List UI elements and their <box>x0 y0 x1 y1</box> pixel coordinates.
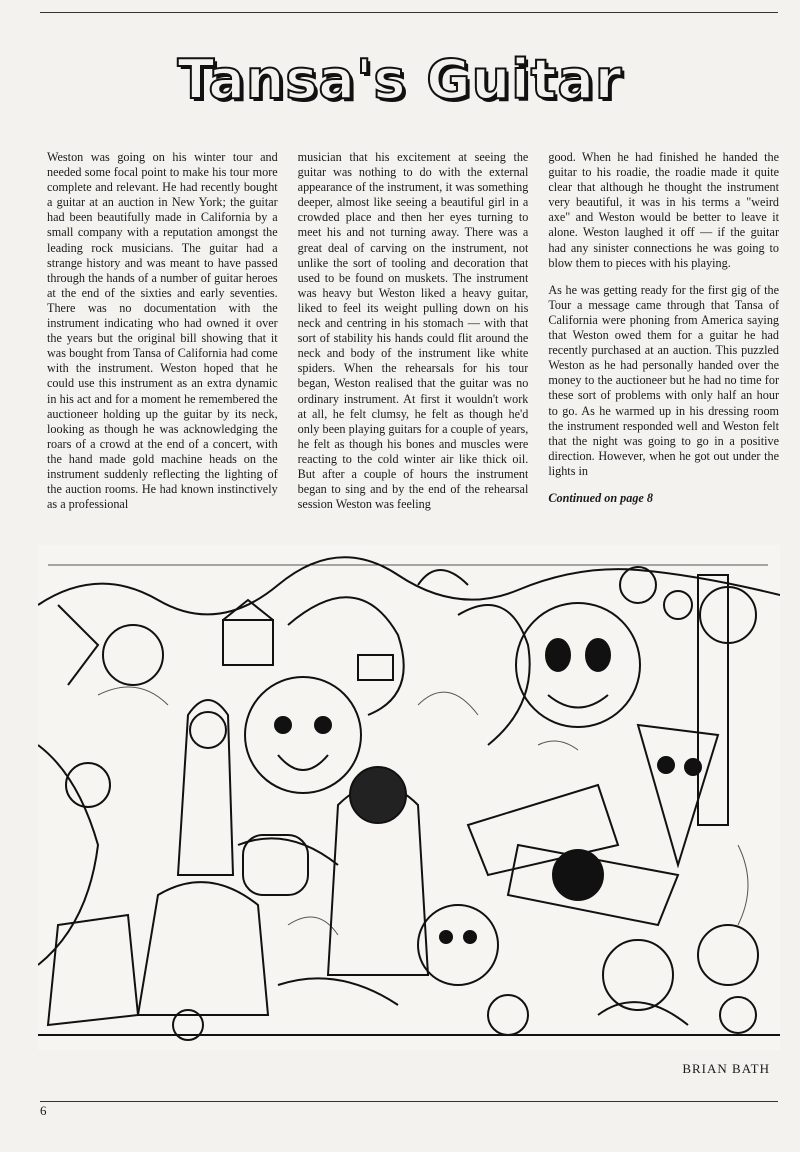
paragraph: good. When he had finished he handed the guitar to his roadie, the roadie made it quite clear that although he thought the instrument very beautiful, it was in his terms a "weird axe" and Weston would be better to leave it alone. Weston laughed it off — if the guitar had any sinister connections he was going to blow them to pieces with his playing. <box>548 150 780 270</box>
page-number: 6 <box>40 1103 47 1118</box>
article-body <box>47 150 779 512</box>
illustration-credit: BRIAN BATH <box>682 1061 770 1076</box>
paragraph: As he was getting ready for the first gig of the Tour a message came through that Tansa of California were phoning from America saying that Weston owed them for a guitar he had recently purchased at an auction. This puzzled Weston as he had personally handed over the money to the auctioneer but he had no time for these sort of problems with only half an hour to go. As he warmed up in his dressing room the instrument responded well and Weston felt that the night was going to go in a positive direction. However, when he got out under the lights in <box>548 282 780 478</box>
text-column-3 <box>548 150 779 512</box>
crowd-drawing-icon <box>38 545 780 1050</box>
bottom-rule <box>40 1101 778 1102</box>
top-rule <box>40 12 778 13</box>
text-column-2 <box>298 150 529 512</box>
continued-note: Continued on page 8 <box>548 490 653 505</box>
paragraph: Weston was going on his winter tour and needed some focal point to make his tour more complete and relevant. He had recently bought a guitar at an auction in New York; the guitar had been beautifully made in California by a small company with a reputation amongst the leading rock musicians. The guitar had a strange history and was meant to have passed through the hands of a number of guitar heroes at the end of the sixties and early seventies. There was no documentation with the instrument indicating who had owned it over the years but the original bill showing that it was bought from Tansa of California had come with the instrument. Weston hoped that he could use this instrument as an extra dynamic in his act and for a moment he remembered the auctioneer holding up the guitar by its neck, looking as though he was acknowledging the roars of a crowd at the end of a concert, with the hand made gold machine heads on the instrument suddenly reflecting the lighting of the auction rooms. He had known instinctively as a professional <box>47 150 278 512</box>
text-column-1 <box>47 150 278 512</box>
cartoon-illustration <box>38 545 780 1050</box>
paragraph: musician that his excitement at seeing the guitar was nothing to do with the external appearance of the instrument, it was something deeper, almost like seeing a beautiful girl in a crowded place and then her eyes turning to meet his and not turning away. There was a great deal of carving on the instrument, not unlike the sort of tooling and decoration that used to be found on muskets. The instrument was heavy but Weston liked a heavy guitar, liked to feel its weight pulling down on his neck and centring in his stomach — with that sort of stability his hands could flit around the neck and body of the instrument like white spiders. When the rehearsals for his tour began, Weston realised that the guitar was no ordinary instrument. At first it wouldn't work at all, he felt clumsy, he felt as though he'd only been playing guitars for a couple of years, he felt as though his bones and muscles were reacting to the cold winter air like thick oil. But after a couple of hours the instrument began to sing and by the end of the rehearsal session Weston was feeling <box>297 150 529 512</box>
article-title: Tansa's Guitar <box>177 48 623 111</box>
